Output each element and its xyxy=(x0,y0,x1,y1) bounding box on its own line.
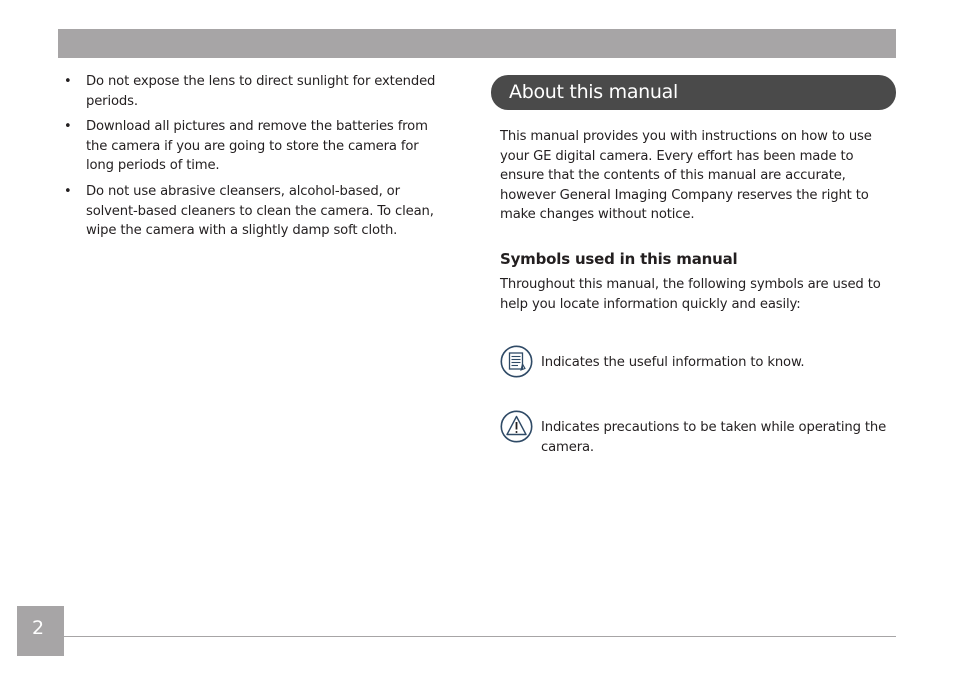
bullet-text: Do not use abrasive cleansers, alcohol-based, or solvent-based cleaners to clean the camera. To clean, wipe the camera with a slightly damp soft cloth. xyxy=(86,183,434,239)
note-symbol-text: Indicates the useful information to know. xyxy=(541,355,805,370)
left-column xyxy=(58,72,450,247)
right-column xyxy=(491,75,896,455)
bullet-text: Download all pictures and remove the batteries from the camera if you are going to store the camera for long periods of time. xyxy=(86,119,428,174)
footer-divider xyxy=(64,636,896,637)
list-item xyxy=(58,72,450,111)
page-number: 2 xyxy=(17,606,64,656)
list-item xyxy=(58,117,450,176)
symbols-intro-paragraph: Throughout this manual, the following symbols are used to help you locate information quickly and easily: xyxy=(500,276,881,312)
care-bullet-list xyxy=(58,72,450,241)
top-header-bar xyxy=(58,29,896,58)
caution-symbol-row xyxy=(500,410,891,457)
intro-paragraph: This manual provides you with instructions on how to use your GE digital camera. Every effort has been made to ensure that the contents of this manual are accurate, however General Imaging Company reserves the right to make changes without notice. xyxy=(500,129,872,223)
bullet-marker: • xyxy=(64,183,72,199)
note-icon xyxy=(500,345,533,378)
bullet-marker: • xyxy=(64,119,72,135)
note-symbol-row xyxy=(500,345,891,378)
symbols-heading: Symbols used in this manual xyxy=(500,249,738,268)
caution-icon xyxy=(500,410,533,443)
bullet-text: Do not expose the lens to direct sunlight for extended periods. xyxy=(86,74,436,109)
list-item xyxy=(58,182,450,241)
section-title: About this manual xyxy=(491,75,896,110)
caution-symbol-text: Indicates precautions to be taken while operating the camera. xyxy=(541,420,887,455)
bullet-marker: • xyxy=(64,74,72,89)
